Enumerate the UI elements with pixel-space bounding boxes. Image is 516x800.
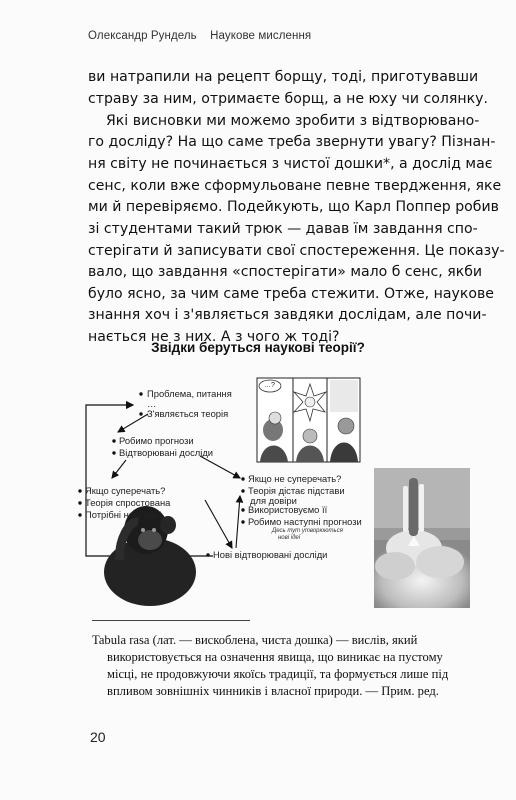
body-line: сенс, коли вже сформульоване певне твердження, яке	[88, 178, 502, 194]
diagram-ellipsis: …	[147, 398, 157, 409]
diagram-problem: Проблема, питання	[147, 388, 232, 399]
body-line: ви натрапили на рецепт борщу, тоді, приготувавши	[88, 69, 479, 85]
page-number: 20	[90, 729, 106, 745]
shuttle-launch-photo	[374, 468, 470, 608]
body-line: ми й перевіряємо. Подейкують, що Карл Поппер робив	[88, 199, 499, 215]
arrow-to-contradict	[112, 460, 126, 478]
footnote-line: використовується на означення явища, що виникає на пустому	[107, 650, 443, 664]
body-line: нається не з них. А з чого ж тоді?	[88, 329, 340, 345]
diagram-experiments: Відтворювані досліди	[119, 447, 214, 458]
body-line: ня світу не починається з чистої дошки*, а дослід має	[88, 156, 493, 172]
body-line: стерігати й записувати свої спостереження. Це показу-	[88, 243, 505, 259]
footnote-line: місці, не продовжуючи якоїсь традиції, та формується лише під	[107, 667, 449, 681]
body-line: вало, що завдання «спостерігати» мало б сенс, якби	[88, 264, 483, 280]
footnote-line: Tabula rasa (лат. — вискоблена, чиста дошка) — вислів, який	[92, 633, 418, 647]
diagram-theory-trust: Теорія дістає підстави	[248, 485, 345, 496]
chimpanzee-photo	[104, 506, 196, 606]
diagram-new-experiments: Нові відтворювані досліди	[213, 549, 328, 560]
diagram-title: Звідки беруться наукові теорії?	[151, 340, 365, 355]
diagram-small-note-1: Десь тут утворюються	[272, 528, 343, 534]
body-line: зі студентами такий трюк — давав їм завдання спо-	[88, 221, 478, 237]
body-line: го досліду? На що саме треба звернути увагу? Пізнан-	[88, 134, 496, 150]
body-line: Які висновки ми можемо зробити з відтворювано-	[106, 113, 480, 129]
body-line: страву за ним, отримаєте борщ, а не юху чи солянку.	[88, 91, 488, 107]
diagram-new-ideas: Потрібні нові ідеї!	[85, 509, 162, 520]
body-line: було ясно, за чим саме треба стежити. Отже, наукове	[88, 286, 494, 302]
header-book-title: Наукове мислення	[210, 30, 312, 42]
arrow-experiments-up	[236, 496, 240, 548]
diagram-theory-refuted: Теорія спростована	[85, 497, 171, 508]
diagram-predictions: Робимо прогнози	[119, 435, 194, 446]
diagram-theory-trust-2: для довіри	[250, 495, 297, 506]
diagram-theory-appears: З'являється теорія	[147, 408, 229, 419]
arrow-theory-predictions	[118, 414, 148, 432]
diagram-next-predictions: Робимо наступні прогнози	[248, 516, 362, 527]
arrow-to-not-contradict	[200, 456, 240, 478]
body-line: знання хоч і з'являється завдяки дослідам, але почи-	[88, 307, 487, 323]
diagram-if-contradict: Якщо суперечать?	[85, 485, 166, 496]
header-author: Олександр Рундель	[88, 30, 197, 42]
diagram-small-note-2: нові ідеї	[278, 535, 301, 541]
diagram-if-not-contradict: Якщо не суперечать?	[248, 473, 342, 484]
footnote-rule	[92, 620, 250, 621]
arrow-ideas-experiments	[205, 500, 232, 548]
diagram-use-it: Використовуємо її	[248, 504, 328, 515]
speech-bubble-text: …?	[264, 382, 275, 389]
footnote-line: впливом зовнішніх чинників і власної природи. — Прим. ред.	[107, 684, 439, 698]
